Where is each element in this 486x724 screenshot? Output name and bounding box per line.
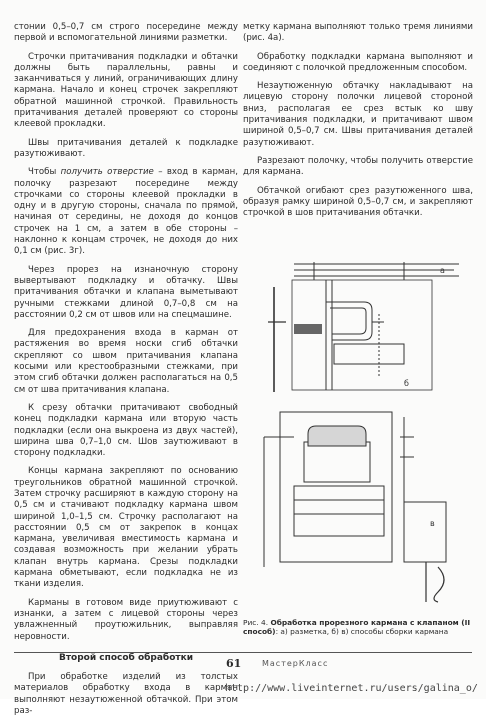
paragraph: Разрезают полочку, чтобы получить отверстие для кармана.: [243, 155, 473, 178]
caption-title: Обработка прорезного кармана с клапаном (II способ): [243, 618, 471, 637]
paragraph: Незаутюженную обтачку накладывают на лицевую сторону полочки лицевой стороной вниз, располагая ее срез встык ко шву притачивания подкладки, и притачивают швом шириной 0,5–0,7 см. Швы притачивания деталей разутюживают.: [243, 81, 473, 148]
paragraph: К срезу обтачки притачивают свободный конец подкладки кармана или вторую часть подкладки (если она выкроена из двух частей), ширина шва 0,7–1,0 см. Шов заутюживают в сторону подкладки.: [14, 402, 238, 459]
page-number: 61: [226, 657, 242, 670]
paragraph: Карманы в готовом виде приутюживают с изнанки, а затем с лицевой стороны через увлажненный проутюжильник, выправляя неровности.: [14, 597, 238, 642]
paragraph-rest: – вход в карман, полочку разрезают посередине между строчками со стороны клеевой прокладки в одну и в другую стороны, сначала по прямой, начиная от середины, не доходя до концов строчек на 1 см, а затем в обе стороны – наклонно к концам строчек, не доходя до них 0,1 см (рис. 3г).: [14, 167, 238, 257]
emphasized-term: получить отверстие: [60, 167, 154, 178]
caption-rest: : а) разметка, б) в) способы сборки кармана: [275, 627, 449, 637]
label-v: в: [430, 519, 435, 528]
diagram-part-b: [268, 280, 432, 392]
paragraph: метку кармана выполняют только тремя линиями (рис. 4а).: [243, 22, 473, 44]
paragraph: Швы притачивания деталей к подкладке разутюживают.: [14, 137, 238, 159]
paragraph: Через прорез на изнаночную сторону вывертывают подкладку и обтачку. Швы притачивания обтачки и клапана выметывают ручными стежками длиной 0,7–0,8 см на расстоянии 0,2 см от швов или на спецмашине.: [14, 264, 238, 320]
paragraph: Обтачкой огибают срез разутюженного шва, образуя рамку шириной 0,5–0,7 см, и закрепляют строчкой в шов притачивания обтачки.: [243, 185, 473, 219]
paragraph: Концы кармана закрепляют по основанию треугольников обратной машинной строчкой. Затем строчку расширяют в каждую сторону на 0,5 см и стачивают подкладку кармана швом шириной 1,0–1,5 см. Строчку располагают на расстоянии 0,5 см от закрепок в концах кармана, увеличивая вместимость кармана и создавая возможность при желании убрать клапан внутрь кармана. Срезы подкладки кармана обметывают, если подкладка не из ткани изделия.: [14, 466, 238, 590]
paragraph: стонии 0,5–0,7 см строго посередине между первой и вспомогательной линиями разметки.: [14, 22, 238, 44]
paragraph: Обработку подкладки кармана выполняют и соединяют с полочкой предложенным способом.: [243, 51, 473, 73]
right-text-column: [243, 22, 473, 226]
source-url-watermark: http://www.liveinternet.ru/users/galina_o/: [225, 683, 478, 694]
diagram-part-c: [264, 412, 446, 602]
label-a: а: [440, 266, 445, 275]
paragraph: Для предохранения входа в карман от растяжения во время носки сгиб обтачки скрепляют со швом притачивания клапана косыми или крестообразными стежками, при этом сгиб обтачки должен располагаться на 0,5 см от шва притачивания клапана.: [14, 328, 238, 395]
label-b: б: [404, 379, 409, 388]
paragraph-prefix: Чтобы: [28, 167, 61, 178]
caption-prefix: Рис. 4.: [243, 618, 271, 627]
diagram-part-a: [294, 262, 459, 280]
figure-caption: [243, 618, 473, 637]
paragraph: [14, 167, 238, 257]
paragraph: Строчки притачивания подкладки и обтачки должны быть параллельны, равны и заканчиваться у линий, ограничивающих длину кармана. Начало и конец строчек закрепляют обратной машинной строчкой. Правильность притачивания деталей проверяют со стороны клеевой прокладки.: [14, 51, 238, 130]
paragraph: При обработке изделий из толстых материалов обработку входа в карман выполняют незаутюженной обтачкой. При этом раз-: [14, 672, 238, 717]
footer-divider: [14, 652, 472, 653]
left-text-column: [14, 22, 238, 724]
journal-name: МастерКласс: [262, 659, 329, 668]
pocket-diagram: [254, 262, 464, 607]
section-heading: Второй способ обработки: [58, 652, 194, 663]
